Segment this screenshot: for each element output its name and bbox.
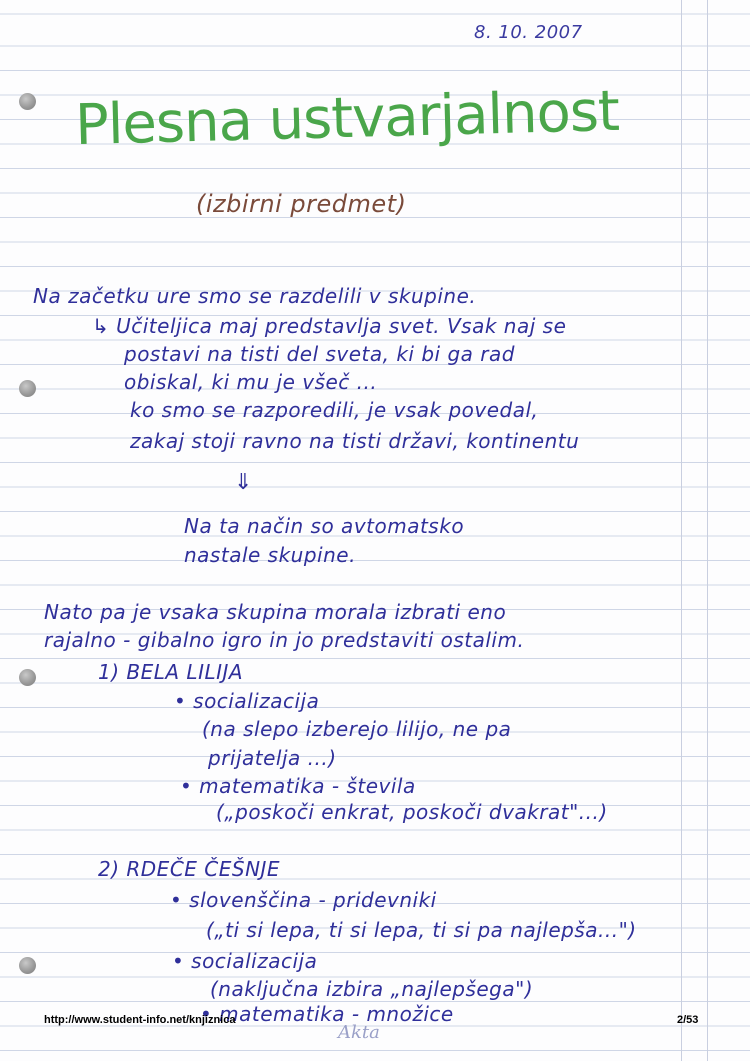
list-heading: 1) BELA LILIJA [98,660,244,684]
page-title: Plesna ustvarjalnost [74,78,620,159]
text-line: zakaj stoji ravno na tisti državi, kontinentu [130,429,580,453]
text-line: Na ta način so avtomatsko [184,514,465,538]
punch-hole [19,380,36,397]
arrow-down-icon: ⇓ [234,470,253,495]
text-line: ↳ Učiteljica maj predstavlja svet. Vsak naj se [92,314,567,338]
page-subtitle: (izbirni predmet) [196,190,407,218]
text-line: nastale skupine. [184,543,356,567]
footer-url: http://www.student-info.net/knjiznica [44,1014,236,1026]
list-heading: 2) RDEČE ČEŠNJE [98,857,281,881]
signature: Akta [338,1022,380,1043]
text-line: postavi na tisti del sveta, ki bi ga rad [124,342,515,366]
bullet-item: • matematika - množice [200,1002,454,1026]
margin-line [681,0,682,1061]
page-number: 2/53 [677,1014,699,1026]
text-line: Na začetku ure smo se razdelili v skupine. [33,284,477,308]
margin-line [707,0,708,1061]
text-line: (na slepo izberejo lilijo, ne pa [202,717,512,741]
bullet-item: • slovenščina - pridevniki [170,888,437,912]
text-line: („ti si lepa, ti si lepa, ti si pa najlepša...") [206,918,637,942]
text-line: obiskal, ki mu je všeč ... [124,370,378,394]
text-line: rajalno - gibalno igro in jo predstaviti ostalim. [44,628,525,652]
bullet-item: • socializacija [174,689,320,713]
date: 8. 10. 2007 [474,22,583,43]
punch-hole [19,669,36,686]
text-line: („poskoči enkrat, poskoči dvakrat"...) [216,800,608,824]
bullet-item: • socializacija [172,949,318,973]
punch-hole [19,93,36,110]
bullet-item: • matematika - števila [180,774,416,798]
text-line: Nato pa je vsaka skupina morala izbrati eno [44,600,507,624]
text-line: prijatelja ...) [208,746,337,770]
text-line: (naključna izbira „najlepšega") [210,977,534,1001]
text-line: ko smo se razporedili, je vsak povedal, [130,398,539,422]
punch-hole [19,957,36,974]
